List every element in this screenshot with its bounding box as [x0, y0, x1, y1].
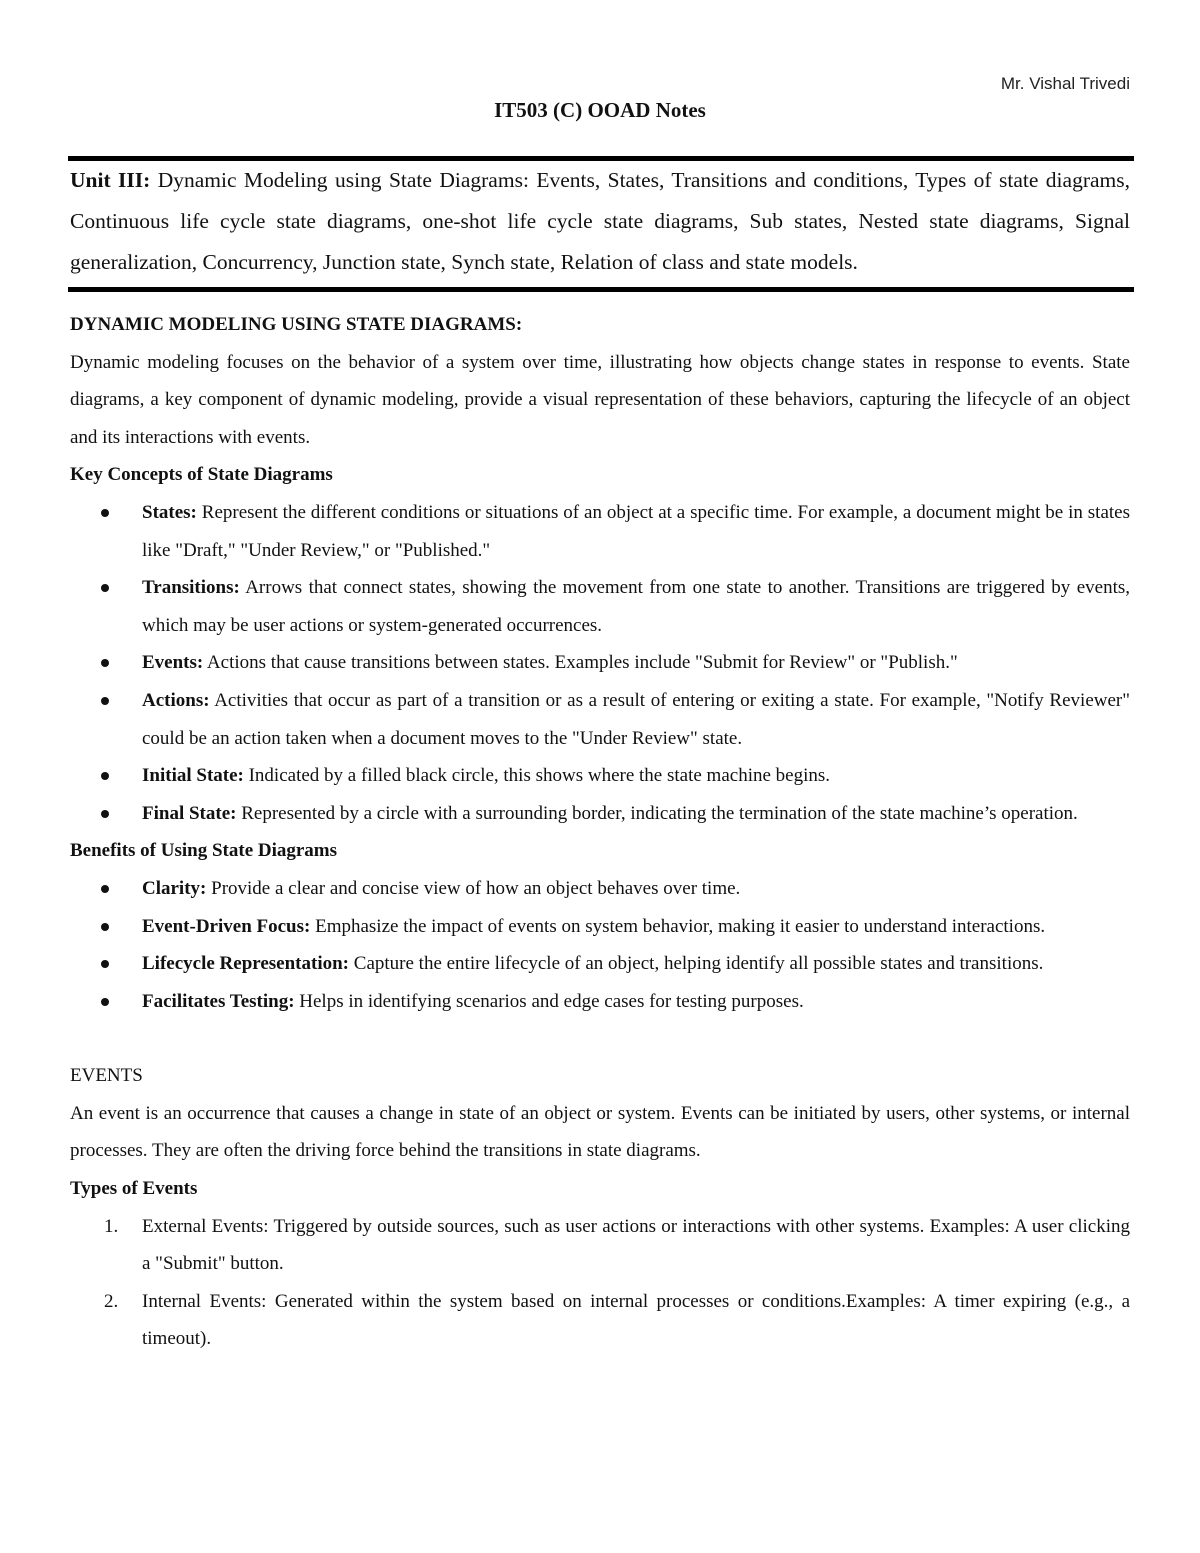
list-item [70, 757, 1130, 795]
subheading-benefits: Benefits of Using State Diagrams [70, 840, 338, 862]
list-item [70, 644, 1130, 682]
list-item-number: 1. [104, 1215, 119, 1237]
list-item-term: Event-Driven Focus: [142, 915, 311, 937]
section-heading-events: EVENTS [70, 1065, 143, 1087]
bullet-icon [101, 960, 109, 968]
list-item-text: Emphasize the impact of events on system behavior, making it easier to understand interactions. [310, 915, 1046, 937]
author-name: Mr. Vishal Trivedi [1000, 74, 1130, 93]
list-item [70, 945, 1130, 983]
bullet-icon [101, 998, 109, 1006]
section-intro-events: An event is an occurrence that causes a change in state of an object or system. Events can be initiated by users, other systems, or internal processes. They are often the driving force behind the transitions in state diagrams. [70, 1102, 1130, 1162]
list-item-text: Actions that cause transitions between states. Examples include "Submit for Review" or "Publish." [203, 652, 958, 674]
list-item-term: Initial State: [142, 765, 244, 787]
benefits-list [70, 870, 1130, 1020]
list-item [70, 1208, 1130, 1283]
list-item [70, 494, 1130, 569]
list-item-term: Actions: [142, 689, 210, 711]
section-intro-dynamic-modeling: Dynamic modeling focuses on the behavior of a system over time, illustrating how objects change states in response to events. State diagrams, a key component of dynamic modeling, provide a visual representation of these behaviors, capturing the lifecycle of an object and its interactions with events. [70, 351, 1130, 448]
bullet-icon [101, 772, 109, 780]
list-item [70, 983, 1130, 1021]
list-item [70, 870, 1130, 908]
key-concepts-list [70, 494, 1130, 832]
unit-topics: Dynamic Modeling using State Diagrams: Events, States, Transitions and conditions, Types of state diagrams, Continuous life cycle state diagrams, one-shot life cycle state diagrams, Sub states, Nested state diagrams, Signal generalization, Concurrency, Junction state, Synch state, Relation of class and state models. [70, 168, 1130, 274]
event-types-list [70, 1208, 1130, 1358]
section-heading-dynamic-modeling: DYNAMIC MODELING USING STATE DIAGRAMS: [70, 314, 523, 335]
list-item [70, 569, 1130, 644]
list-item-term: Lifecycle Representation: [142, 953, 350, 975]
list-item-text: Indicated by a filled black circle, this shows where the state machine begins. [243, 765, 831, 787]
list-item-term: Transitions: [142, 577, 240, 599]
list-item-term: Final State: [142, 802, 237, 824]
list-item-text: Represented by a circle with a surrounding border, indicating the termination of the state machine’s operation. [236, 802, 1078, 824]
list-item-text: Represent the different conditions or situations of an object at a specific time. For example, a document might be in states like "Draft," "Under Review," or "Published." [142, 501, 1130, 561]
list-item-text: Capture the entire lifecycle of an object, helping identify all possible states and transitions. [349, 953, 1044, 975]
subheading-types-of-events: Types of Events [70, 1178, 198, 1200]
bullet-icon [101, 659, 109, 667]
list-item-text: Arrows that connect states, showing the movement from one state to another. Transitions are triggered by events, which may be user actions or system-generated occurrences. [142, 577, 1130, 636]
list-item-text: Activities that occur as part of a transition or as a result of entering or exiting a state. For example, "Notify Reviewer" could be an action taken when a document moves to the "Under Review" state. [142, 689, 1130, 749]
bullet-icon [101, 584, 109, 592]
list-item [70, 682, 1130, 757]
bullet-icon [101, 697, 109, 705]
bullet-icon [101, 923, 109, 931]
list-item-number: 2. [104, 1290, 119, 1312]
section-spacer [70, 1020, 1130, 1057]
subheading-key-concepts: Key Concepts of State Diagrams [70, 464, 333, 486]
bottom-divider [68, 287, 1134, 292]
list-item-term: Events: [142, 652, 204, 674]
unit-syllabus [70, 160, 1130, 283]
list-item-text: Provide a clear and concise view of how an object behaves over time. [206, 877, 741, 899]
unit-label: Unit III: [70, 168, 151, 192]
list-item-text: Internal Events: Generated within the system based on internal processes or conditions.Examples: A timer expiring (e.g., a timeout). [142, 1290, 1130, 1350]
list-item-term: Clarity: [142, 877, 207, 899]
document-title: IT503 (C) OOAD Notes [494, 98, 706, 122]
main-content [70, 306, 1130, 1358]
list-item [70, 908, 1130, 946]
list-item-text: Helps in identifying scenarios and edge cases for testing purposes. [294, 990, 804, 1012]
list-item [70, 1283, 1130, 1358]
list-item-term: States: [142, 501, 197, 523]
bullet-icon [101, 509, 109, 517]
list-item [70, 795, 1130, 833]
list-item-term: Facilitates Testing: [142, 990, 295, 1012]
bullet-icon [101, 810, 109, 818]
list-item-text: External Events: Triggered by outside sources, such as user actions or interactions with other systems. Examples: A user clicking a "Submit" button. [142, 1215, 1130, 1275]
bullet-icon [101, 885, 109, 893]
